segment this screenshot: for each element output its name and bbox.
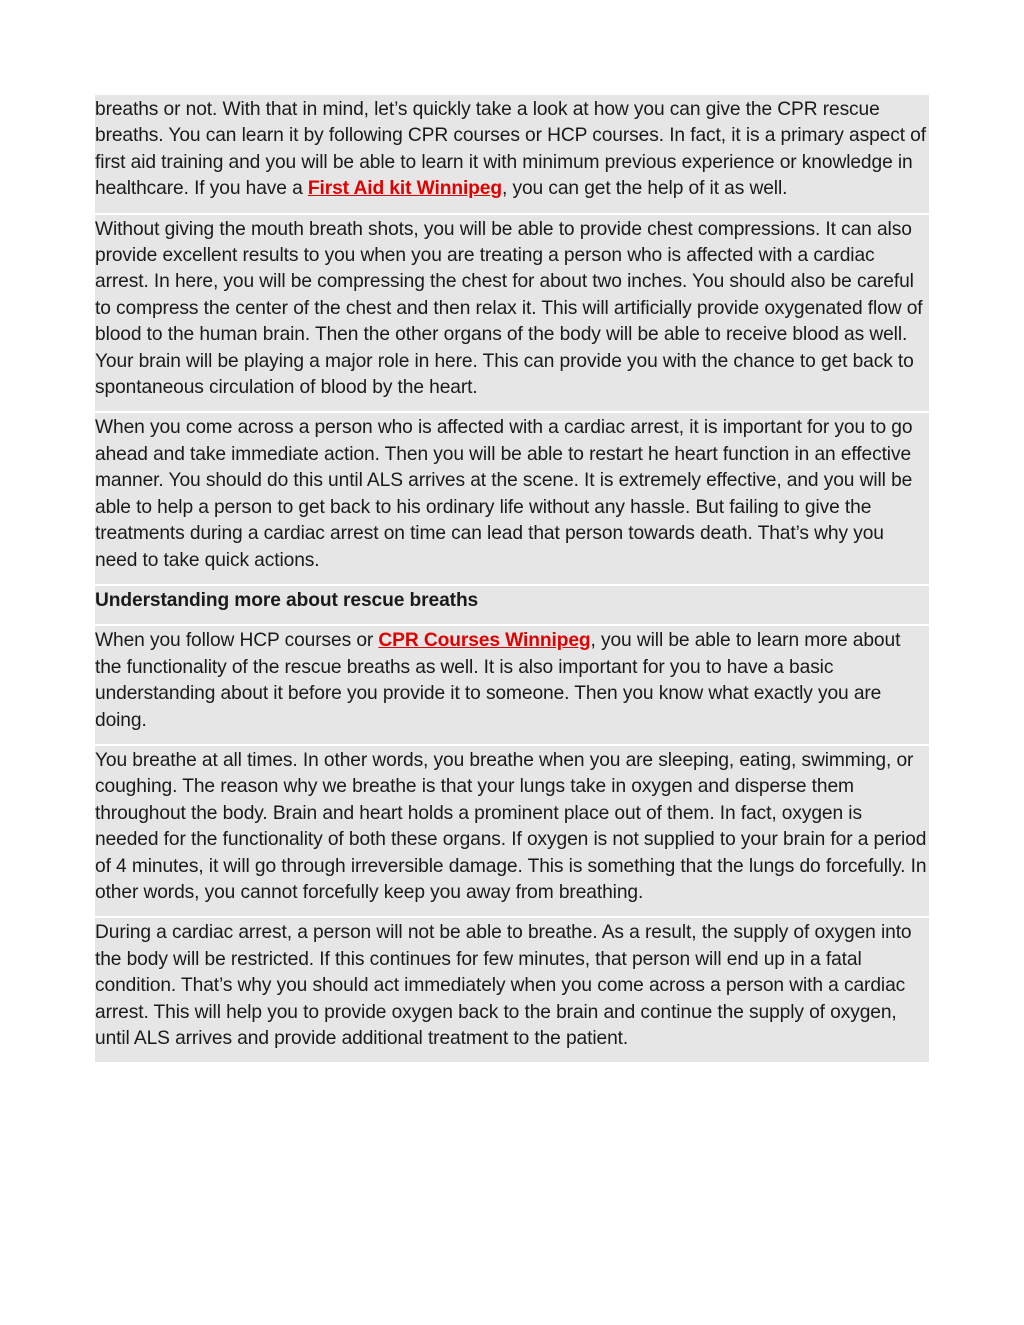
paragraph-immediate-action: When you come across a person who is affected with a cardiac arrest, it is important for you to go ahead and take immediate action. Then you will be able to restart he heart function in an effective manner. You should do this until ALS arrives at the scene. It is extremely effective, and you will be able to help a person to get back to his ordinary life without any hassle. But failing to give the treatments during a cardiac arrest on time can lead that person towards death. That’s why you need to take quick actions.	[95, 413, 929, 583]
paragraph-hcp-courses	[95, 626, 929, 744]
section-heading: Understanding more about rescue breaths	[95, 586, 929, 624]
cpr-courses-winnipeg-link[interactable]: CPR Courses Winnipeg	[378, 630, 591, 652]
paragraph-text: , you will be able to learn more about the functionality of the rescue breaths as well. It is also important for you to have a basic understanding about it before you provide it to someone. Then you know what exactly you are doing.	[95, 630, 901, 731]
paragraph-text: When you follow HCP courses or	[95, 630, 379, 652]
document-body	[95, 95, 929, 1064]
paragraph-breathing: You breathe at all times. In other words, you breathe when you are sleeping, eating, swimming, or coughing. The reason why we breathe is that your lungs take in oxygen and disperse them throughout the body. Brain and heart holds a prominent place out of them. In fact, oxygen is needed for the functionality of both these organs. If oxygen is not supplied to your brain for a period of 4 minutes, it will go through irreversible damage. This is something that the lungs do forcefully. In other words, you cannot forcefully keep you away from breathing.	[95, 746, 929, 916]
paragraph-cardiac-arrest-oxygen: During a cardiac arrest, a person will not be able to breathe. As a result, the supply of oxygen into the body will be restricted. If this continues for few minutes, that person will end up in a fatal condition. That’s why you should act immediately when you come across a person with a cardiac arrest. This will help you to provide oxygen back to the brain and continue the supply of oxygen, until ALS arrives and provide additional treatment to the patient.	[95, 918, 929, 1062]
paragraph-text: breaths or not. With that in mind, let’s quickly take a look at how you can give the CPR rescue breaths. You can learn it by following CPR courses or HCP courses. In fact, it is a primary aspect of first aid training and you will be able to learn it with minimum previous experience or knowledge in healthcare. If you have a	[95, 99, 926, 200]
paragraph-cpr-rescue-breaths	[95, 95, 929, 213]
paragraph-text: , you can get the help of it as well.	[502, 178, 788, 200]
paragraph-chest-compressions: Without giving the mouth breath shots, you will be able to provide chest compressions. It can also provide excellent results to you when you are treating a person who is affected with a cardiac arrest. In here, you will be compressing the chest for about two inches. You should also be careful to compress the center of the chest and then relax it. This will artificially provide oxygenated flow of blood to the human brain. Then the other organs of the body will be able to receive blood as well. Your brain will be playing a major role in here. This can provide you with the chance to get back to spontaneous circulation of blood by the heart.	[95, 215, 929, 412]
first-aid-kit-winnipeg-link[interactable]: First Aid kit Winnipeg	[307, 178, 502, 200]
